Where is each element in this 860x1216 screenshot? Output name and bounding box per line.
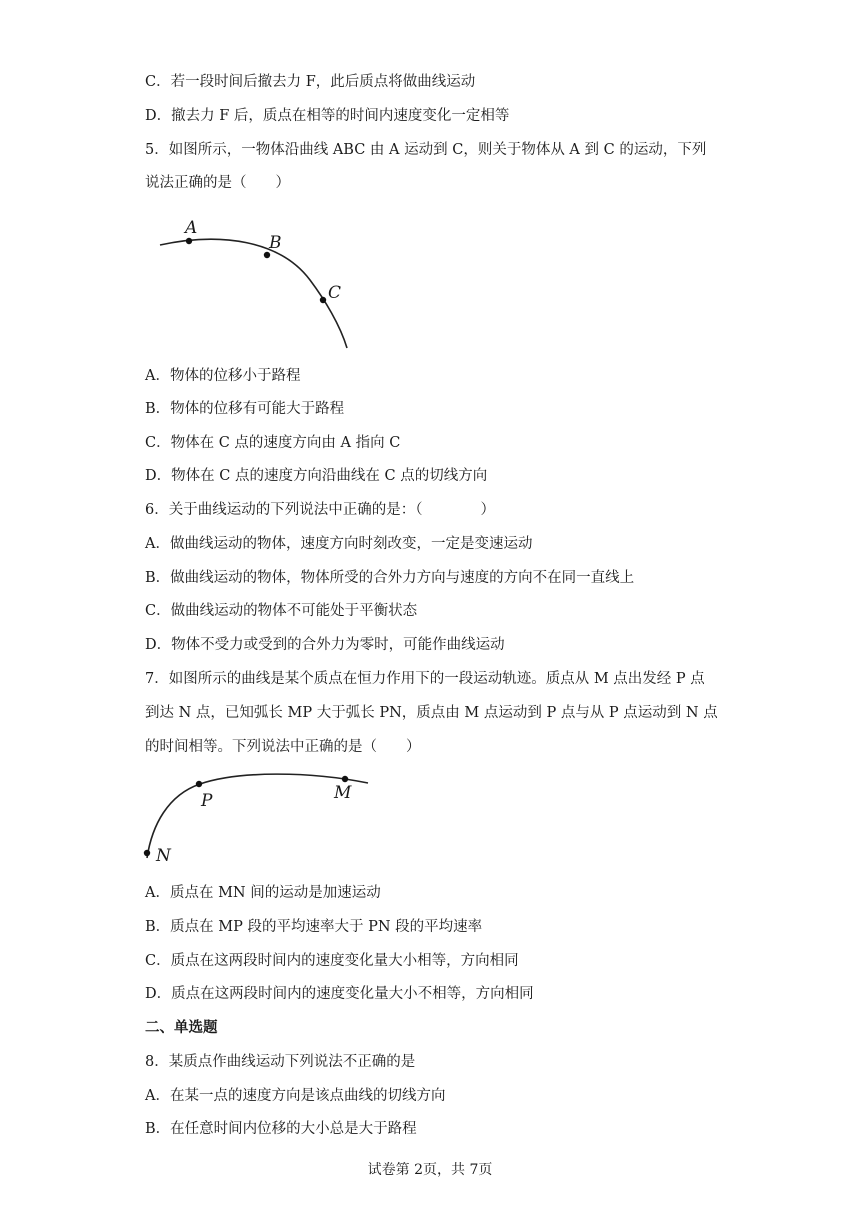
point-b-label: B xyxy=(269,233,282,253)
point-c-dot xyxy=(320,297,326,303)
q5-curve-abc xyxy=(160,239,347,348)
q6-option-d: D．物体不受力或受到的合外力为零时，可能作曲线运动 xyxy=(145,637,505,653)
q6-option-c: C．做曲线运动的物体不可能处于平衡状态 xyxy=(145,603,418,619)
q8-option-a: A．在某一点的速度方向是该点曲线的切线方向 xyxy=(145,1088,446,1104)
point-a-label: A xyxy=(185,218,198,238)
q7-stem-line-2: 到达 N 点，已知弧长 MP 大于弧长 PN，质点由 M 点运动到 P 点与从 P 点运动到 N 点 xyxy=(145,705,718,721)
q8-option-b: B．在任意时间内位移的大小总是大于路程 xyxy=(145,1121,417,1137)
q7-option-d: D．质点在这两段时间内的速度变化量大小不相等，方向相同 xyxy=(145,986,534,1002)
q6-option-b: B．做曲线运动的物体，物体所受的合外力方向与速度的方向不在同一直线上 xyxy=(145,570,635,586)
point-n-dot xyxy=(144,850,150,856)
q5-stem-line-1: 5．如图所示，一物体沿曲线 ABC 由 A 运动到 C，则关于物体从 A 到 C 的运动，下列 xyxy=(145,142,707,158)
point-p-label: P xyxy=(201,791,213,811)
page-footer: 试卷第 2页，共 7页 xyxy=(367,1162,493,1178)
q5-option-d: D．物体在 C 点的速度方向沿曲线在 C 点的切线方向 xyxy=(145,468,488,484)
q6-stem: 6．关于曲线运动的下列说法中正确的是：（ ） xyxy=(145,502,495,518)
q5-option-c: C．物体在 C 点的速度方向由 A 指向 C xyxy=(145,435,401,451)
q7-trajectory-figure xyxy=(138,765,378,870)
q5-option-a: A．物体的位移小于路程 xyxy=(145,368,301,384)
q7-stem-line-1: 7．如图所示的曲线是某个质点在恒力作用下的一段运动轨迹。质点从 M 点出发经 P 点 xyxy=(145,671,705,687)
q7-stem-line-3: 的时间相等。下列说法中正确的是（ ） xyxy=(145,739,421,755)
q5-stem-line-2: 说法正确的是（ ） xyxy=(145,175,290,191)
q7-option-b: B．质点在 MP 段的平均速率大于 PN 段的平均速率 xyxy=(145,919,483,935)
q8-stem: 8．某质点作曲线运动下列说法不正确的是 xyxy=(145,1054,416,1070)
q5-curve-figure xyxy=(150,210,360,355)
section-title: 二、单选题 xyxy=(145,1019,218,1036)
q7-option-c: C．质点在这两段时间内的速度变化量大小相等，方向相同 xyxy=(145,953,519,969)
q6-option-a: A．做曲线运动的物体，速度方向时刻改变，一定是变速运动 xyxy=(145,536,533,552)
point-n-label: N xyxy=(156,846,171,866)
point-p-dot xyxy=(196,781,202,787)
point-c-label: C xyxy=(328,283,342,303)
point-a-dot xyxy=(186,238,192,244)
point-m-dot xyxy=(342,776,348,782)
q7-option-a: A．质点在 MN 间的运动是加速运动 xyxy=(145,885,381,901)
q5-option-b: B．物体的位移有可能大于路程 xyxy=(145,401,345,417)
point-m-label: M xyxy=(334,783,352,803)
q4-option-c: C．若一段时间后撤去力 F，此后质点将做曲线运动 xyxy=(145,74,476,90)
q4-option-d: D．撤去力 F 后，质点在相等的时间内速度变化一定相等 xyxy=(145,108,510,124)
